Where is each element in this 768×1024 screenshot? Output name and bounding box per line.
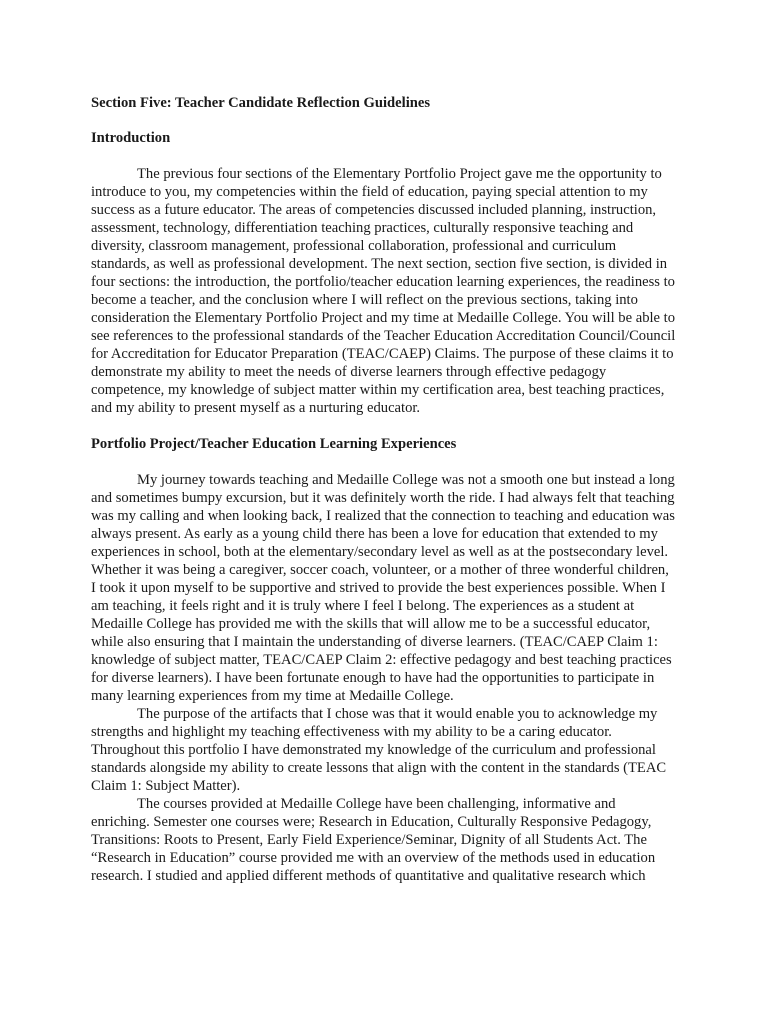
section-heading-introduction: Introduction <box>91 130 171 146</box>
paragraph: My journey towards teaching and Medaille College was not a smooth one but instead a long and sometimes bumpy excursion, but it was definitely worth the ride. I had always felt that teaching was my calling and when looking back, I realized that the connection to teaching and education was always present. As early as a young child there has been a love for education that extended to my experiences in school, both at the elementary/secondary level as well as at the postsecondary level. Whether it was being a caregiver, soccer coach, volunteer, or a mother of three wonderful children, I took it upon myself to be supportive and strived to provide the best experiences possible. When I am teaching, it feels right and it is truly where I feel I belong. The experiences as a student at Medaille College has provided me with the skills that will allow me to be a successful educator, while also ensuring that I maintain the understanding of diverse learners. (TEAC/CAEP Claim 1: knowledge of subject matter, TEAC/CAEP Claim 2: effective pedagogy and best teaching practices for diverse learners). I have been fortunate enough to have had the opportunities to participate in many learning experiences from my time at Medaille College. <box>91 472 675 704</box>
document-title: Section Five: Teacher Candidate Reflection Guidelines <box>91 95 431 111</box>
paragraph: The purpose of the artifacts that I chose was that it would enable you to acknowledge my strengths and highlight my teaching effectiveness with my ability to be a caring educator. Throughout this portfolio I have demonstrated my knowledge of the curriculum and professional standards alongside my ability to create lessons that align with the content in the standards (TEAC Claim 1: Subject Matter). <box>91 706 667 794</box>
paragraph: The previous four sections of the Elementary Portfolio Project gave me the opportunity to introduce to you, my competencies within the field of education, paying special attention to my success as a future educator. The areas of competencies discussed included planning, instruction, assessment, technology, differentiation teaching practices, culturally responsive teaching and diversity, classroom management, professional collaboration, professional and curriculum standards, as well as professional development. The next section, section five section, is divided in four sections: the introduction, the portfolio/teacher education learning experiences, the readiness to become a teacher, and the conclusion where I will reflect on the previous sections, taking into consideration the Elementary Portfolio Project and my time at Medaille College. You will be able to see references to the professional standards of the Teacher Education Accreditation Council/Council for Accreditation for Educator Preparation (TEAC/CAEP) Claims. The purpose of these claims it to demonstrate my ability to meet the needs of diverse learners through effective pedagogy competence, my knowledge of subject matter within my certification area, best teaching practices, and my ability to present myself as a nurturing educator. <box>91 166 676 416</box>
paragraph: The courses provided at Medaille College have been challenging, informative and enriching. Semester one courses were; Research in Education, Culturally Responsive Pedagogy, Transitions: Roots to Present, Early Field Experience/Seminar, Dignity of all Students Act. The “Research in Education” course provided me with an overview of the methods used in education research. I studied and applied different methods of quantitative and qualitative research which <box>91 796 656 884</box>
section-heading-portfolio-project: Portfolio Project/Teacher Education Learning Experiences <box>91 436 457 452</box>
